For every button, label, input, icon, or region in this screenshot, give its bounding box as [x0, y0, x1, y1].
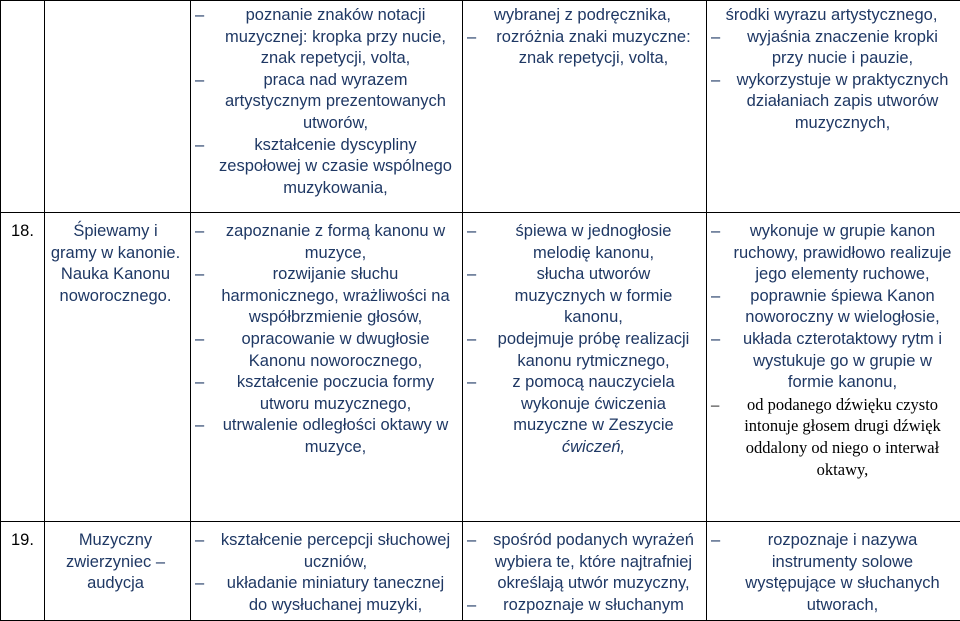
goals-cell: [191, 1, 463, 213]
basic-requirements-cell: [463, 213, 707, 522]
list-item: – podejmuje próbę realizacji kanonu rytmicznego,: [467, 329, 698, 372]
advanced-requirements-cell: [707, 1, 960, 213]
lesson-topic: Muzyczny zwierzyniec – audycja: [45, 522, 191, 621]
goals-cell: [191, 213, 463, 522]
list-item: – utrwalenie odległości oktawy w muzyce,: [195, 415, 454, 458]
list-item: – opracowanie w dwugłosie Kanonu noworocznego,: [195, 329, 454, 372]
table-row: [1, 213, 960, 522]
list-item: – wykorzystuje w praktycznych działaniach zapis utworów muzycznych,: [711, 70, 952, 135]
list-item: – poznanie znaków notacji muzycznej: kropka przy nucie, znak repetycji, volta,: [195, 5, 454, 70]
lesson-topic: Śpiewamy i gramy w kanonie. Nauka Kanonu noworocznego.: [45, 213, 191, 522]
list-item: – rozwijanie słuchu harmonicznego, wrażliwości na współbrzmienie głosów,: [195, 264, 454, 329]
list-item: środki wyrazu artystycznego,: [711, 5, 952, 27]
list-item: – wykonuje w grupie kanon ruchowy, prawidłowo realizuje jego elementy ruchowe,: [711, 221, 952, 286]
lesson-number: [1, 1, 45, 213]
list-item: – układa czterotaktowy rytm i wystukuje go w grupie w formie kanonu,: [711, 329, 952, 394]
list-item: – wyjaśnia znaczenie kropki przy nucie i pauzie,: [711, 27, 952, 70]
list-item: – kształcenie percepcji słuchowej uczniów,: [195, 530, 454, 573]
list-item: – układanie miniatury tanecznej do wysłuchanej muzyki,: [195, 573, 454, 616]
list-item: – poprawnie śpiewa Kanon noworoczny w wielogłosie,: [711, 286, 952, 329]
list-item: – śpiewa w jednogłosie melodię kanonu,: [467, 221, 698, 264]
basic-requirements-cell: [463, 1, 707, 213]
list-item: wybranej z podręcznika,: [467, 5, 698, 27]
list-item: – słucha utworów muzycznych w formie kanonu,: [467, 264, 698, 329]
list-item: – rozróżnia znaki muzyczne: znak repetycji, volta,: [467, 27, 698, 70]
lesson-topic: [45, 1, 191, 213]
table-row: [1, 1, 960, 213]
list-item: – spośród podanych wyrażeń wybiera te, które najtrafniej określają utwór muzyczny,: [467, 530, 698, 595]
list-item: – od podanego dźwięku czysto intonuje głosem drugi dźwięk oddalony od niego o interwał oktawy,: [711, 394, 952, 480]
lesson-number: 19.: [1, 522, 45, 621]
list-item: – rozpoznaje i nazywa instrumenty solowe występujące w słuchanych utworach,: [711, 530, 952, 616]
list-item: – zapoznanie z formą kanonu w muzyce,: [195, 221, 454, 264]
lesson-number: 18.: [1, 213, 45, 522]
list-item: – kształcenie dyscypliny zespołowej w czasie wspólnego muzykowania,: [195, 135, 454, 200]
list-item: – rozpoznaje w słuchanym: [467, 595, 698, 617]
list-item: – kształcenie poczucia formy utworu muzycznego,: [195, 372, 454, 415]
list-item: – z pomocą nauczyciela wykonuje ćwiczenia muzyczne w Zeszycie ćwiczeń,: [467, 372, 698, 458]
advanced-requirements-cell: [707, 213, 960, 522]
list-item: – praca nad wyrazem artystycznym prezentowanych utworów,: [195, 70, 454, 135]
